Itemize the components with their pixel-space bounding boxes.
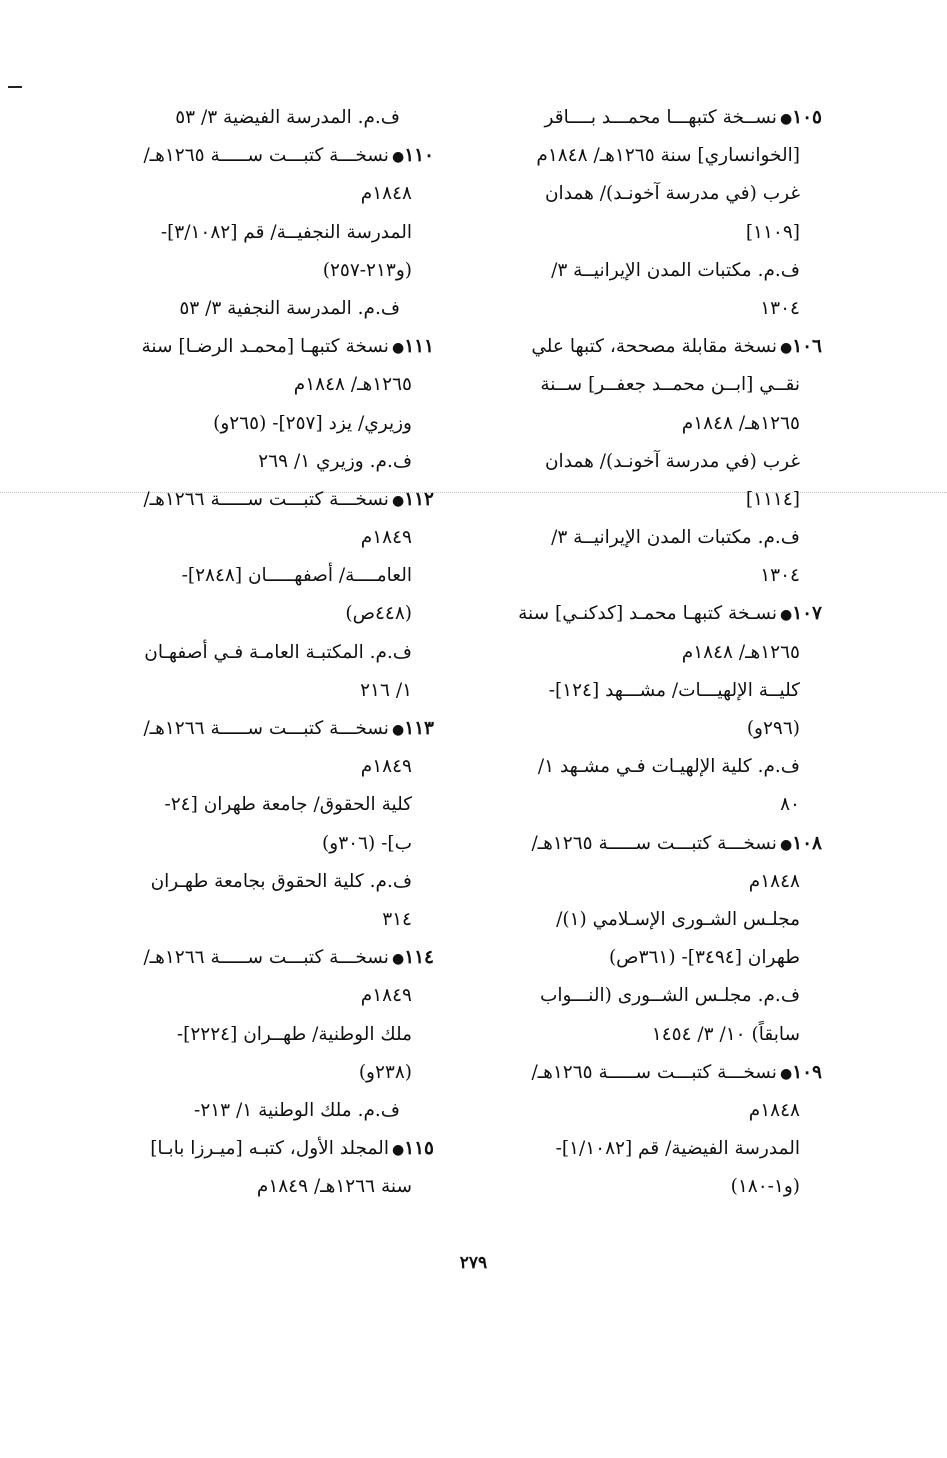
entry-text: [١١٠٩]	[745, 221, 800, 243]
entry-line	[94, 672, 434, 710]
entry-text: (٤٤٨ص)	[345, 603, 412, 625]
entry-text: ملك الوطنية/ طهــران [٢٢٢٤]-	[176, 1023, 412, 1045]
entry-line	[94, 977, 434, 1015]
entry-text: نسخـــة كتبـــت ســـــة ١٢٦٦هـ/	[143, 947, 389, 969]
entry-text: (٢٣٨و)	[358, 1061, 412, 1083]
entry-line	[94, 366, 434, 404]
bullet-icon: ●	[779, 1065, 793, 1082]
entry-text: المدرسة الفيضية/ قم [١/١٠٨٢]-	[555, 1138, 800, 1160]
entry-text: العامــــة/ أصفهـــــان [٢٨٤٨]-	[181, 565, 412, 587]
entry-number: ١١٤	[404, 947, 434, 969]
bullet-icon: ●	[779, 607, 793, 624]
entry-text: كليــة الإلهيـــات/ مشـــهد [١٢٤]-	[548, 679, 800, 701]
entry-line	[482, 1168, 822, 1206]
entry-first-line	[94, 328, 434, 366]
entry-line	[482, 977, 822, 1015]
entry-text: ف.م. وزيري ١/ ٢٦٩	[258, 450, 412, 472]
entry-number: ١٠٥	[792, 107, 822, 128]
entry-line	[482, 672, 822, 710]
entry-text: نسخـــة كتبـــت ســـــة ١٢٦٥هـ/	[531, 1061, 777, 1083]
entry-text: نسخـــة كتبـــت ســـــة ١٢٦٥هـ/	[143, 145, 389, 167]
entry-line	[482, 1016, 822, 1054]
entry-line	[482, 405, 822, 443]
entry-text: سابقاً) ١٠/ ٣/ ١٤٥٤	[651, 1023, 800, 1045]
entry-text: غرب (في مدرسة آخونـد)/ همدان	[544, 183, 800, 205]
entry-line	[94, 1168, 434, 1206]
entry-line	[482, 634, 822, 672]
bullet-icon: ●	[391, 951, 405, 968]
entry-text: (و١-١٨٠)	[730, 1176, 800, 1198]
entry-text: ٨٠	[780, 794, 800, 816]
entry-text: [١١١٤]	[745, 488, 800, 510]
bullet-icon: ●	[391, 340, 405, 357]
entry-text: غرب (في مدرسة آخونـد)/ همدان	[544, 450, 800, 472]
entry-text: نسـخة كتبهـا محمـد [كدكنـي] سنة	[518, 603, 777, 625]
entry-line	[482, 863, 822, 901]
entry-text: كلية الحقوق/ جامعة طهران [٢٤-	[164, 794, 412, 816]
entry-text: ١٣٠٤	[760, 565, 800, 587]
entry-text: ١٢٦٥هـ/ ١٨٤٨م	[293, 374, 412, 396]
entry-number: ١١٠	[404, 145, 434, 167]
entry-line	[482, 710, 822, 748]
entry-first-line	[482, 99, 822, 137]
entry-text: ب]- (٣٠٦و)	[322, 832, 412, 854]
entry-line	[482, 557, 822, 595]
entry-number: ١١٥	[404, 1138, 434, 1160]
bullet-icon: ●	[779, 836, 793, 853]
entry-number: ١٠٨	[792, 832, 822, 854]
entry-text: ٣١٤	[382, 908, 412, 930]
entry-line	[94, 901, 434, 939]
entry-text: ف.م. كلية الحقوق بجامعة طهـران	[150, 870, 412, 892]
entry-line	[482, 443, 822, 481]
entry-text: ف.م. مكتبات المدن الإيرانيــة ٣/	[551, 527, 800, 549]
right-column	[482, 99, 822, 1206]
entry-text: ١٨٤٩م	[360, 527, 412, 549]
entry-text: ف.م. مجلـس الشــورى (النـــواب	[539, 985, 800, 1007]
entry-line	[94, 443, 434, 481]
entry-line	[94, 175, 434, 213]
entry-text: (و٢١٣-٢٥٧)	[322, 259, 412, 281]
entry-text: ف.م. مكتبات المدن الإيرانيــة ٣/	[551, 259, 800, 281]
entry-line	[482, 137, 822, 175]
entry-line	[94, 557, 434, 595]
entry-line	[482, 214, 822, 252]
entry-line	[94, 863, 434, 901]
entry-line	[482, 901, 822, 939]
entry-first-line	[482, 825, 822, 863]
entry-text: نسخـــة كتبـــت ســـــة ١٢٦٦هـ/	[143, 718, 389, 739]
entry-text: (٢٩٦و)	[746, 718, 800, 739]
entry-first-line	[482, 595, 822, 633]
entry-text: نسخة كتبهـا [محمـد الرضـا] سنة	[141, 336, 389, 358]
entry-text: نســخة كتبهـــا محمـــد بــــاقر	[544, 107, 777, 128]
entry-text: مجلـس الشـورى الإسـلامي (١)/	[556, 908, 800, 930]
bullet-icon: ●	[391, 722, 405, 738]
entry-number: ١٠٧	[792, 603, 822, 625]
entry-text: ف.م. ملك الوطنية ١/ ٢١٣-	[194, 1099, 400, 1121]
entry-number: ١١٢	[404, 488, 434, 510]
entry-first-line	[94, 939, 434, 977]
entry-text: ١٨٤٩م	[360, 985, 412, 1007]
entry-number: ١٠٦	[792, 336, 822, 358]
entry-text: [الخوانساري] سنة ١٢٦٥هـ/ ١٨٤٨م	[536, 145, 800, 167]
entry-line	[94, 252, 434, 290]
entry-line	[482, 1130, 822, 1168]
entry-text: ف.م. المكتبـة العامـة فـي أصفهـان	[144, 641, 412, 663]
entry-text: نقــي [ابــن محمــد جعفــر] ســنة	[540, 374, 800, 396]
entry-first-line	[482, 1054, 822, 1092]
entry-text: ١٢٦٥هـ/ ١٨٤٨م	[681, 641, 800, 663]
entry-first-line	[94, 710, 434, 748]
entry-line	[94, 405, 434, 443]
entry-text: ف.م. كلية الإلهيـات فـي مشـهد ١/	[537, 756, 800, 778]
entry-line	[482, 252, 822, 290]
bullet-icon: ●	[391, 149, 405, 166]
page-number: ٢٧٩	[459, 1253, 488, 1273]
entry-line	[94, 1054, 434, 1092]
entry-line	[94, 748, 434, 786]
bullet-icon: ●	[779, 111, 793, 127]
entry-line	[94, 634, 434, 672]
entry-first-line	[482, 328, 822, 366]
entry-line	[94, 1016, 434, 1054]
bullet-icon: ●	[779, 340, 793, 357]
entry-line	[482, 175, 822, 213]
entry-line	[94, 290, 434, 328]
entry-text: ف.م. المدرسة النجفية ٣/ ٥٣	[179, 297, 400, 319]
entry-text: نسخة مقابلة مصححة، كتبها علي	[531, 336, 777, 358]
entry-line	[482, 519, 822, 557]
entry-text: ف.م. المدرسة الفيضية ٣/ ٥٣	[175, 107, 400, 128]
entry-text: نسخـــة كتبـــت ســـــة ١٢٦٦هـ/	[143, 488, 389, 510]
entry-line	[482, 748, 822, 786]
entry-number: ١٠٩	[792, 1061, 822, 1083]
entry-line	[94, 786, 434, 824]
entry-first-line	[94, 137, 434, 175]
entry-line	[482, 939, 822, 977]
entry-first-line	[94, 481, 434, 519]
entry-text: ١٢٦٥هـ/ ١٨٤٨م	[681, 412, 800, 434]
bullet-icon: ●	[391, 1142, 405, 1159]
scan-margin-mark	[8, 86, 22, 88]
entry-text: سنة ١٢٦٦هـ/ ١٨٤٩م	[256, 1176, 412, 1198]
entry-text: ١٣٠٤	[760, 297, 800, 319]
entry-text: ١٨٤٨م	[360, 183, 412, 205]
entry-first-line	[94, 1130, 434, 1168]
bullet-icon: ●	[391, 492, 405, 509]
entry-line	[94, 1092, 434, 1130]
entry-number: ١١١	[404, 336, 434, 358]
entry-line	[94, 595, 434, 633]
entry-text: ١٨٤٨م	[748, 1099, 800, 1121]
entry-line	[94, 825, 434, 863]
entry-text: طهران [٣٤٩٤]- (٣٦١ص)	[608, 947, 800, 969]
entry-text: المدرسة النجفيــة/ قم [٣/١٠٨٢]-	[160, 221, 412, 243]
entry-line	[482, 481, 822, 519]
entry-text: ١٨٤٨م	[748, 870, 800, 892]
entry-line	[482, 366, 822, 404]
entry-line	[482, 786, 822, 824]
entry-text: ١/ ٢١٦	[360, 679, 412, 701]
entry-line	[482, 290, 822, 328]
entry-line	[482, 1092, 822, 1130]
entry-text: ١٨٤٩م	[360, 756, 412, 778]
entry-number: ١١٣	[404, 718, 434, 739]
entry-text: المجلد الأول، كتبـه [ميـرزا بابـا]	[150, 1138, 389, 1160]
entry-line	[94, 214, 434, 252]
entry-line	[94, 99, 434, 137]
entry-text: وزيري/ يزد [٢٥٧]- (٢٦٥و)	[213, 412, 412, 434]
entry-text: نسخـــة كتبـــت ســـــة ١٢٦٥هـ/	[531, 832, 777, 854]
entry-line	[94, 519, 434, 557]
left-column	[94, 99, 434, 1206]
